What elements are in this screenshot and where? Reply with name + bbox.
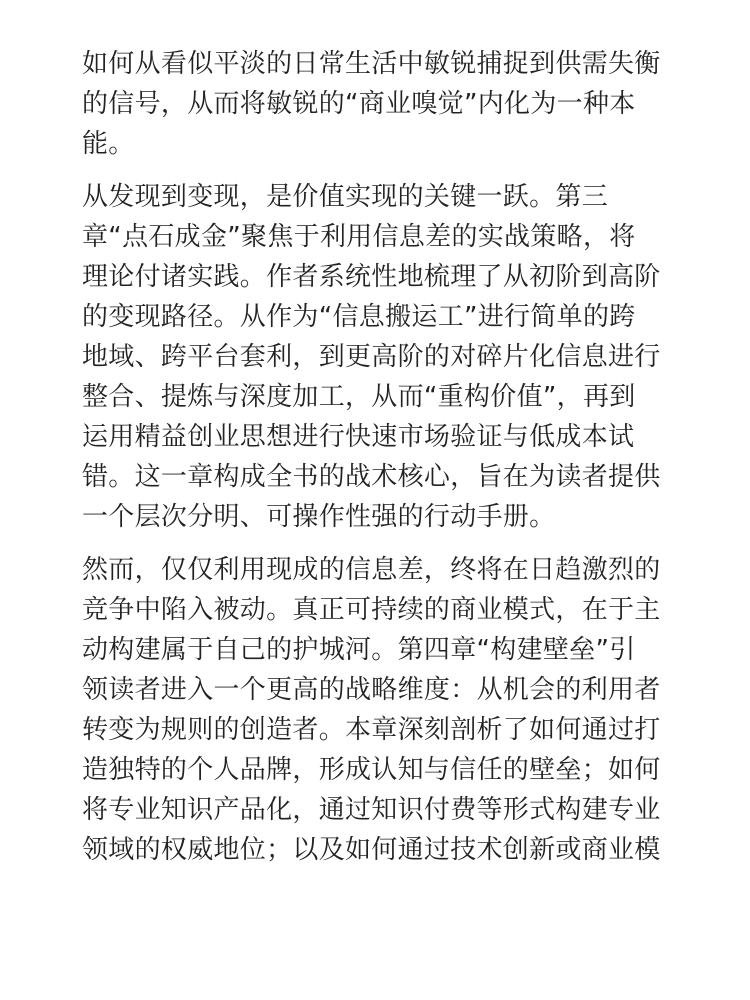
text-line: 如何从看似平淡的日常生活中敏锐捕捉到供需失衡 (82, 49, 661, 79)
text-line: 错。这一章构成全书的战术核心，旨在为读者提供 (82, 462, 661, 492)
text-line: 一个层次分明、可操作性强的行动手册。 (82, 502, 556, 532)
text-line: 能。 (82, 129, 135, 159)
text-line: 整合、提炼与深度加工，从而“重构价值”，再到 (82, 382, 636, 412)
text-line: 从发现到变现，是价值实现的关键一跃。第三 (82, 182, 609, 212)
text-line: 转变为规则的创造者。本章深刻剖析了如何通过打 (82, 715, 661, 745)
text-line: 地域、跨平台套利，到更高阶的对碎片化信息进行 (82, 342, 661, 372)
text-line: 运用精益创业思想进行快速市场验证与低成本试 (82, 422, 635, 452)
text-line: 将专业知识产品化，通过知识付费等形式构建专业 (82, 795, 661, 825)
text-line: 领读者进入一个更高的战略维度：从机会的利用者 (82, 675, 661, 705)
text-line: 理论付诸实践。作者系统性地梳理了从初阶到高阶 (82, 262, 661, 292)
paragraph-3 (82, 550, 682, 870)
text-line: 然而，仅仅利用现成的信息差，终将在日趋激烈的 (82, 555, 661, 585)
text-line: 的信号，从而将敏锐的“商业嗅觉”内化为一种本 (82, 89, 636, 119)
paragraph-2 (82, 177, 682, 537)
text-line: 动构建属于自己的护城河。第四章“构建壁垒”引 (82, 635, 636, 665)
text-line: 领域的权威地位；以及如何通过技术创新或商业模 (82, 835, 661, 865)
text-line: 章“点石成金”聚焦于利用信息差的实战策略，将 (82, 222, 636, 252)
text-line: 的变现路径。从作为“信息搬运工”进行简单的跨 (82, 302, 636, 332)
paragraph-1 (82, 44, 682, 164)
text-line: 造独特的个人品牌，形成认知与信任的壁垒；如何 (82, 755, 661, 785)
text-line: 竞争中陷入被动。真正可持续的商业模式，在于主 (82, 595, 661, 625)
